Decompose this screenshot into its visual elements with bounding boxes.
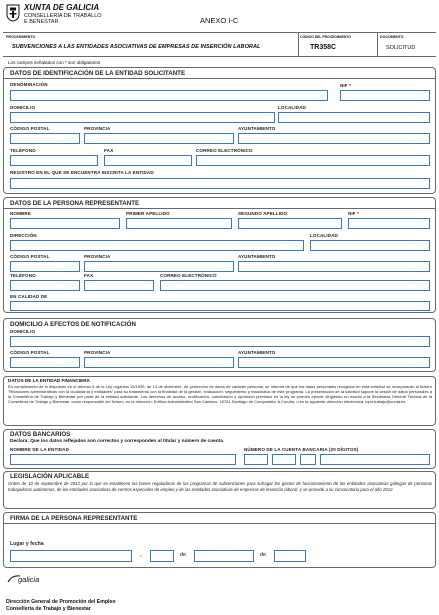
code-divider: [298, 32, 299, 56]
label-nombre: NOMBRE: [10, 211, 32, 216]
fax-field[interactable]: [104, 155, 192, 166]
comma-sep: ,: [140, 552, 142, 558]
rep-codigo-postal-field[interactable]: [10, 261, 80, 272]
label-entity-name: NOMBRE DE LA ENTIDAD: [10, 447, 69, 452]
label-codigo-postal: CÓDIGO POSTAL: [10, 126, 50, 131]
org-name: XUNTA DE GALICIA: [24, 3, 100, 12]
label-telefono: TELÉFONO: [10, 148, 36, 153]
document-label: DOCUMENTO: [380, 35, 404, 39]
domicilio-field[interactable]: [10, 112, 275, 123]
xunta-logo: [6, 4, 20, 22]
procedure-title: SUBVENCIONES A LAS ENTIDADES ASOCIATIVAS DE EMPRESAS DE INSERCIÓN LABORAL: [12, 44, 261, 50]
rep-localidad-field[interactable]: [310, 240, 430, 251]
procedure-divider: [3, 56, 436, 57]
rep-nif-field[interactable]: [348, 218, 430, 229]
label-not-provincia: PROVINCIA: [84, 350, 111, 355]
nif-field[interactable]: [340, 90, 430, 101]
label-not-ayuntamiento: AYUNTAMIENTO: [238, 350, 276, 355]
day-field[interactable]: [150, 550, 174, 562]
label-registro: REGISTRO EN EL QUE SE ENCUENTRA INSCRITA LA ENTIDAD: [10, 170, 154, 175]
account-field-4[interactable]: [320, 454, 430, 465]
segundo-apellido-field[interactable]: [238, 218, 342, 229]
required-mark: *: [349, 83, 351, 88]
nif-text: NIF: [340, 83, 348, 88]
legislation-text: Orden de 10 de septiembre de 2012 por la que se establecen las bases reguladoras de los programas de subvenciones para sufragar los gastos de funcionamiento de las entidades asociativas gallegas de personas trabajadoras autónomas, de las entidades asociativas de centros especiales de empleo y de las entidades asociativas de empresas de inserción laboral, y se procede a su convocatoria para el año 2012.: [8, 481, 432, 492]
nombre-field[interactable]: [10, 218, 120, 229]
procedure-label: PROCEDIMENTO: [6, 35, 36, 39]
rep-telefono-field[interactable]: [10, 280, 80, 291]
correo-field[interactable]: [196, 155, 430, 166]
shield-icon: [6, 4, 20, 22]
not-ayuntamiento-field[interactable]: [238, 357, 430, 368]
not-codigo-postal-field[interactable]: [10, 357, 80, 368]
financial-section-title: DATOS DE LA ENTIDAD FINANCIERA: [8, 378, 90, 383]
entity-name-field[interactable]: [10, 454, 236, 465]
ayuntamiento-field[interactable]: [238, 133, 430, 144]
footer-line1: Dirección General de Promoción del Empleo: [6, 599, 116, 605]
not-provincia-field[interactable]: [84, 357, 234, 368]
rep-fax-field[interactable]: [84, 280, 154, 291]
label-rep-nif: [348, 211, 359, 216]
dept-line2: E BENESTAR: [24, 19, 59, 25]
legislation-section-title: LEGISLACIÓN APLICABLE: [10, 473, 90, 480]
code-label: CÓDIGO DEL PROCEDIMIENTO: [300, 35, 351, 39]
label-calidad: EN CALIDAD DE: [10, 294, 48, 299]
label-direccion: DIRECCIÓN: [10, 233, 37, 238]
label-place-date: Lugar y fecha: [10, 541, 44, 547]
procedure-code: TR358C: [310, 44, 337, 51]
entity-section-title: DATOS DE IDENTIFICACIÓN DE LA ENTIDAD SOLICITANTE: [10, 70, 186, 77]
label-ayuntamiento: AYUNTAMIENTO: [238, 126, 276, 131]
calidad-field[interactable]: [10, 301, 430, 311]
registro-field[interactable]: [10, 178, 430, 189]
representative-section-title: DATOS DE LA PERSONA REPRESENTANTE: [10, 200, 140, 207]
label-rep-ayuntamiento: AYUNTAMIENTO: [238, 254, 276, 259]
month-field[interactable]: [194, 550, 254, 562]
place-field[interactable]: [10, 550, 132, 562]
direccion-field[interactable]: [10, 240, 304, 251]
account-field-2[interactable]: [272, 454, 296, 465]
account-field-3[interactable]: [300, 454, 316, 465]
required-note: Los campos señalados con * son obligatorios: [8, 60, 101, 65]
label-rep-codigo-postal: CÓDIGO POSTAL: [10, 254, 50, 259]
year-field[interactable]: [274, 550, 306, 562]
label-not-codigo-postal: CÓDIGO POSTAL: [10, 350, 50, 355]
document-type: SOLICITUD: [386, 45, 416, 51]
dept-line1: CONSELLERÍA DE TRABALLO: [24, 13, 102, 19]
label-localidad: LOCALIDAD: [278, 105, 306, 110]
label-rep-correo: CORREO ELECTRÓNICO: [160, 273, 217, 278]
codigo-postal-field[interactable]: [10, 133, 80, 144]
bank-section-title: DATOS BANCARIOS: [10, 431, 71, 438]
required-mark: *: [357, 211, 359, 216]
representative-title-divider: [3, 208, 436, 209]
label-rep-provincia: PROVINCIA: [84, 254, 111, 259]
de-sep-1: de: [180, 552, 187, 558]
bank-declare: Declara: Que los datos reflejados son correctos y corresponden al titular y número de cuenta: [10, 439, 223, 444]
label-rep-telefono: TELÉFONO: [10, 273, 36, 278]
label-account: NÚMERO DE LA CUENTA BANCARIA (20 DÍGITOS): [244, 447, 359, 452]
label-denominacion: DENOMINACIÓN: [10, 82, 48, 87]
rep-ayuntamiento-field[interactable]: [238, 261, 430, 272]
provincia-field[interactable]: [84, 133, 234, 144]
not-domicilio-field[interactable]: [10, 336, 430, 347]
doc-divider: [377, 32, 378, 56]
label-domicilio: DOMICILIO: [10, 105, 36, 110]
rep-provincia-field[interactable]: [84, 261, 234, 272]
galicia-logo-text: galicia: [18, 575, 40, 584]
signature-title-divider: [3, 523, 436, 524]
signature-section-title: FIRMA DE LA PERSONA REPRESENTANTE: [10, 515, 138, 522]
label-provincia: PROVINCIA: [84, 126, 111, 131]
telefono-field[interactable]: [10, 155, 98, 166]
label-primer-apellido: PRIMER APELLIDO: [126, 211, 170, 216]
entity-title-divider: [3, 78, 436, 79]
label-rep-localidad: LOCALIDAD: [310, 233, 338, 238]
representative-section: [3, 197, 436, 313]
rep-nif-text: NIF: [348, 211, 356, 216]
label-correo: CORREO ELECTRÓNICO: [196, 148, 253, 153]
label-rep-fax: FAX: [84, 273, 94, 278]
label-not-domicilio: DOMICILIO: [10, 329, 36, 334]
footer-line2: Consellería de Trabajo y Bienestar: [6, 606, 91, 612]
rep-correo-field[interactable]: [160, 280, 430, 291]
denominacion-field[interactable]: [10, 90, 328, 101]
notification-section-title: DOMICILIO A EFECTOS DE NOTIFICACIÓN: [10, 321, 136, 328]
account-field-1[interactable]: [244, 454, 268, 465]
label-fax: FAX: [104, 148, 114, 153]
label-segundo-apellido: SEGUNDO APELLIDO: [238, 211, 288, 216]
financial-privacy-text: En cumplimiento de lo dispuesto en el artículo 5 de la Ley orgánica 15/1999, de 13 de diciembre, de protección de datos de carácter personal, se informa de que los datos personales recogidos en esta solicitud se incorporarán al fichero "Relaciones administrativas con la ciudadanía y entidades" para su tratamiento con la finalidad de la gestión, evaluación, seguimiento y estadística de este programa. La presentación de la solicitud supone la cesión de datos personales a la Consellería de Trabajo y Bienestar por parte de la entidad solicitante. Los derechos de acceso, rectificación, cancelación y oposición previstos en la ley se pueden ejercer dirigiendo un escrito a la Secretaría General Técnica de la Consellería de Trabajo y Bienestar, como responsable del fichero, en la dirección: Edificio Administrativo San Caetano, 15781 Santiago de Compostela, A Coruña, o en la siguiente dirección electrónica: lopd.trabajo@xunta.es: [8, 384, 432, 405]
localidad-field[interactable]: [278, 112, 430, 123]
header-divider: [3, 32, 436, 33]
de-sep-2: de: [260, 552, 267, 558]
annex-label: ANEXO I-C: [200, 16, 239, 25]
label-nif: [340, 83, 351, 88]
primer-apellido-field[interactable]: [126, 218, 232, 229]
